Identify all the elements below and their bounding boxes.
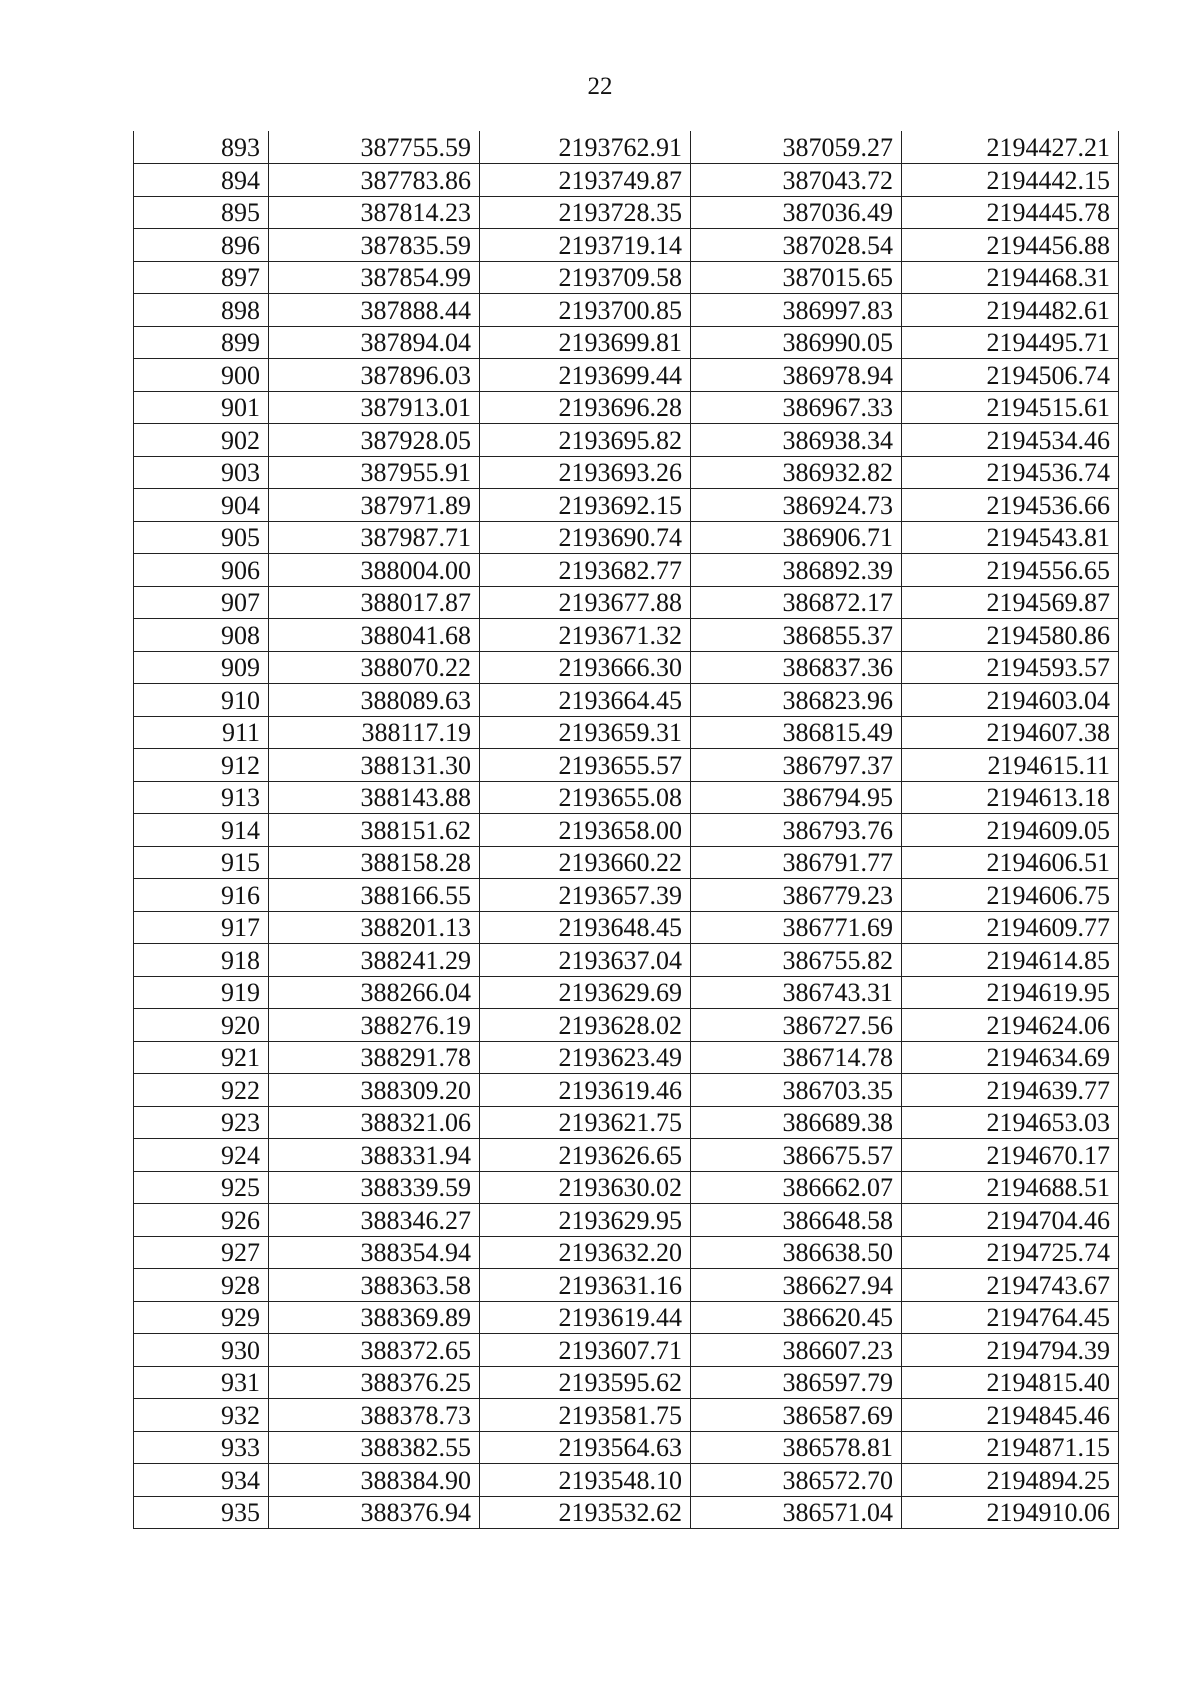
table-row xyxy=(134,976,1119,1009)
y1-cell: 2193709.58 xyxy=(480,261,691,294)
x1-cell: 388369.89 xyxy=(269,1301,480,1334)
point-number-cell: 931 xyxy=(134,1366,269,1399)
x1-cell: 387928.05 xyxy=(269,424,480,457)
x1-cell: 388017.87 xyxy=(269,586,480,619)
table-row xyxy=(134,164,1119,197)
point-number-cell: 913 xyxy=(134,781,269,814)
table-row xyxy=(134,1009,1119,1042)
y1-cell: 2193677.88 xyxy=(480,586,691,619)
y2-cell: 2194609.77 xyxy=(902,911,1119,944)
point-number-cell: 929 xyxy=(134,1301,269,1334)
x1-cell: 387894.04 xyxy=(269,326,480,359)
x1-cell: 387854.99 xyxy=(269,261,480,294)
y1-cell: 2193532.62 xyxy=(480,1496,691,1529)
x1-cell: 387835.59 xyxy=(269,229,480,262)
table-row xyxy=(134,781,1119,814)
y2-cell: 2194556.65 xyxy=(902,554,1119,587)
table-row xyxy=(134,1431,1119,1464)
x2-cell: 386938.34 xyxy=(691,424,902,457)
y2-cell: 2194910.06 xyxy=(902,1496,1119,1529)
y2-cell: 2194427.21 xyxy=(902,131,1119,164)
point-number-cell: 920 xyxy=(134,1009,269,1042)
x2-cell: 386727.56 xyxy=(691,1009,902,1042)
y2-cell: 2194515.61 xyxy=(902,391,1119,424)
x1-cell: 388339.59 xyxy=(269,1171,480,1204)
x2-cell: 386587.69 xyxy=(691,1399,902,1432)
y1-cell: 2193655.08 xyxy=(480,781,691,814)
x1-cell: 388378.73 xyxy=(269,1399,480,1432)
point-number-cell: 894 xyxy=(134,164,269,197)
point-number-cell: 925 xyxy=(134,1171,269,1204)
y1-cell: 2193595.62 xyxy=(480,1366,691,1399)
table-row xyxy=(134,1464,1119,1497)
point-number-cell: 899 xyxy=(134,326,269,359)
x1-cell: 388070.22 xyxy=(269,651,480,684)
x2-cell: 386794.95 xyxy=(691,781,902,814)
x2-cell: 386793.76 xyxy=(691,814,902,847)
y1-cell: 2193696.28 xyxy=(480,391,691,424)
point-number-cell: 900 xyxy=(134,359,269,392)
point-number-cell: 897 xyxy=(134,261,269,294)
x1-cell: 387913.01 xyxy=(269,391,480,424)
table-row xyxy=(134,424,1119,457)
table-row xyxy=(134,261,1119,294)
table-row xyxy=(134,1106,1119,1139)
y1-cell: 2193700.85 xyxy=(480,294,691,327)
table-row xyxy=(134,326,1119,359)
x1-cell: 388321.06 xyxy=(269,1106,480,1139)
y1-cell: 2193749.87 xyxy=(480,164,691,197)
y2-cell: 2194442.15 xyxy=(902,164,1119,197)
y2-cell: 2194624.06 xyxy=(902,1009,1119,1042)
x2-cell: 386872.17 xyxy=(691,586,902,619)
y2-cell: 2194606.75 xyxy=(902,879,1119,912)
table-row xyxy=(134,456,1119,489)
point-number-cell: 896 xyxy=(134,229,269,262)
y2-cell: 2194606.51 xyxy=(902,846,1119,879)
y1-cell: 2193666.30 xyxy=(480,651,691,684)
y2-cell: 2194607.38 xyxy=(902,716,1119,749)
x1-cell: 388331.94 xyxy=(269,1139,480,1172)
x1-cell: 388376.94 xyxy=(269,1496,480,1529)
table-row xyxy=(134,1366,1119,1399)
y1-cell: 2193629.69 xyxy=(480,976,691,1009)
x1-cell: 388384.90 xyxy=(269,1464,480,1497)
x2-cell: 386571.04 xyxy=(691,1496,902,1529)
point-number-cell: 909 xyxy=(134,651,269,684)
x1-cell: 387955.91 xyxy=(269,456,480,489)
x1-cell: 387971.89 xyxy=(269,489,480,522)
x2-cell: 387036.49 xyxy=(691,196,902,229)
y1-cell: 2193719.14 xyxy=(480,229,691,262)
coordinates-table-body xyxy=(134,131,1119,1529)
y2-cell: 2194613.18 xyxy=(902,781,1119,814)
y2-cell: 2194653.03 xyxy=(902,1106,1119,1139)
y1-cell: 2193626.65 xyxy=(480,1139,691,1172)
y1-cell: 2193629.95 xyxy=(480,1204,691,1237)
x2-cell: 386620.45 xyxy=(691,1301,902,1334)
y1-cell: 2193690.74 xyxy=(480,521,691,554)
x2-cell: 386597.79 xyxy=(691,1366,902,1399)
table-row xyxy=(134,131,1119,164)
y2-cell: 2194688.51 xyxy=(902,1171,1119,1204)
x2-cell: 386837.36 xyxy=(691,651,902,684)
point-number-cell: 893 xyxy=(134,131,269,164)
y2-cell: 2194603.04 xyxy=(902,684,1119,717)
y1-cell: 2193655.57 xyxy=(480,749,691,782)
y1-cell: 2193619.44 xyxy=(480,1301,691,1334)
y2-cell: 2194794.39 xyxy=(902,1334,1119,1367)
point-number-cell: 917 xyxy=(134,911,269,944)
table-row xyxy=(134,944,1119,977)
y1-cell: 2193660.22 xyxy=(480,846,691,879)
x1-cell: 387987.71 xyxy=(269,521,480,554)
point-number-cell: 902 xyxy=(134,424,269,457)
y1-cell: 2193682.77 xyxy=(480,554,691,587)
y1-cell: 2193657.39 xyxy=(480,879,691,912)
x1-cell: 388376.25 xyxy=(269,1366,480,1399)
y1-cell: 2193581.75 xyxy=(480,1399,691,1432)
point-number-cell: 901 xyxy=(134,391,269,424)
x2-cell: 386797.37 xyxy=(691,749,902,782)
x2-cell: 386714.78 xyxy=(691,1041,902,1074)
x2-cell: 386675.57 xyxy=(691,1139,902,1172)
point-number-cell: 911 xyxy=(134,716,269,749)
x1-cell: 387888.44 xyxy=(269,294,480,327)
point-number-cell: 907 xyxy=(134,586,269,619)
y2-cell: 2194670.17 xyxy=(902,1139,1119,1172)
point-number-cell: 914 xyxy=(134,814,269,847)
y2-cell: 2194495.71 xyxy=(902,326,1119,359)
x1-cell: 388004.00 xyxy=(269,554,480,587)
y1-cell: 2193631.16 xyxy=(480,1269,691,1302)
table-row xyxy=(134,521,1119,554)
point-number-cell: 935 xyxy=(134,1496,269,1529)
point-number-cell: 921 xyxy=(134,1041,269,1074)
y2-cell: 2194639.77 xyxy=(902,1074,1119,1107)
y2-cell: 2194704.46 xyxy=(902,1204,1119,1237)
y1-cell: 2193693.26 xyxy=(480,456,691,489)
y2-cell: 2194845.46 xyxy=(902,1399,1119,1432)
x2-cell: 386638.50 xyxy=(691,1236,902,1269)
y2-cell: 2194445.78 xyxy=(902,196,1119,229)
table-row xyxy=(134,1171,1119,1204)
y2-cell: 2194764.45 xyxy=(902,1301,1119,1334)
table-row xyxy=(134,359,1119,392)
x1-cell: 388291.78 xyxy=(269,1041,480,1074)
point-number-cell: 898 xyxy=(134,294,269,327)
x2-cell: 386779.23 xyxy=(691,879,902,912)
table-row xyxy=(134,1041,1119,1074)
y2-cell: 2194871.15 xyxy=(902,1431,1119,1464)
table-row xyxy=(134,1204,1119,1237)
point-number-cell: 928 xyxy=(134,1269,269,1302)
x2-cell: 386978.94 xyxy=(691,359,902,392)
point-number-cell: 908 xyxy=(134,619,269,652)
table-row xyxy=(134,294,1119,327)
point-number-cell: 915 xyxy=(134,846,269,879)
y2-cell: 2194482.61 xyxy=(902,294,1119,327)
y2-cell: 2194609.05 xyxy=(902,814,1119,847)
point-number-cell: 910 xyxy=(134,684,269,717)
table-row xyxy=(134,1496,1119,1529)
y2-cell: 2194580.86 xyxy=(902,619,1119,652)
x1-cell: 387814.23 xyxy=(269,196,480,229)
x1-cell: 388276.19 xyxy=(269,1009,480,1042)
y2-cell: 2194614.85 xyxy=(902,944,1119,977)
point-number-cell: 932 xyxy=(134,1399,269,1432)
coordinates-table xyxy=(133,131,1119,1529)
x2-cell: 386771.69 xyxy=(691,911,902,944)
x1-cell: 388354.94 xyxy=(269,1236,480,1269)
x2-cell: 386932.82 xyxy=(691,456,902,489)
table-row xyxy=(134,749,1119,782)
y2-cell: 2194743.67 xyxy=(902,1269,1119,1302)
x1-cell: 387896.03 xyxy=(269,359,480,392)
table-row xyxy=(134,684,1119,717)
y2-cell: 2194569.87 xyxy=(902,586,1119,619)
y2-cell: 2194506.74 xyxy=(902,359,1119,392)
point-number-cell: 924 xyxy=(134,1139,269,1172)
y1-cell: 2193695.82 xyxy=(480,424,691,457)
table-row xyxy=(134,879,1119,912)
x2-cell: 386578.81 xyxy=(691,1431,902,1464)
y2-cell: 2194615.11 xyxy=(902,749,1119,782)
x2-cell: 386906.71 xyxy=(691,521,902,554)
table-row xyxy=(134,911,1119,944)
table-row xyxy=(134,1269,1119,1302)
y1-cell: 2193762.91 xyxy=(480,131,691,164)
x2-cell: 386689.38 xyxy=(691,1106,902,1139)
table-row xyxy=(134,651,1119,684)
x2-cell: 387015.65 xyxy=(691,261,902,294)
y2-cell: 2194536.74 xyxy=(902,456,1119,489)
point-number-cell: 912 xyxy=(134,749,269,782)
table-row xyxy=(134,554,1119,587)
y2-cell: 2194894.25 xyxy=(902,1464,1119,1497)
table-row xyxy=(134,1399,1119,1432)
table-row xyxy=(134,229,1119,262)
table-row xyxy=(134,1301,1119,1334)
x2-cell: 386997.83 xyxy=(691,294,902,327)
x1-cell: 388151.62 xyxy=(269,814,480,847)
point-number-cell: 930 xyxy=(134,1334,269,1367)
y1-cell: 2193619.46 xyxy=(480,1074,691,1107)
y1-cell: 2193728.35 xyxy=(480,196,691,229)
y1-cell: 2193621.75 xyxy=(480,1106,691,1139)
y1-cell: 2193632.20 xyxy=(480,1236,691,1269)
y1-cell: 2193648.45 xyxy=(480,911,691,944)
y1-cell: 2193607.71 xyxy=(480,1334,691,1367)
point-number-cell: 905 xyxy=(134,521,269,554)
x2-cell: 387028.54 xyxy=(691,229,902,262)
y1-cell: 2193659.31 xyxy=(480,716,691,749)
table-row xyxy=(134,391,1119,424)
y1-cell: 2193564.63 xyxy=(480,1431,691,1464)
x1-cell: 388143.88 xyxy=(269,781,480,814)
table-row xyxy=(134,716,1119,749)
y1-cell: 2193658.00 xyxy=(480,814,691,847)
x1-cell: 388201.13 xyxy=(269,911,480,944)
y1-cell: 2193630.02 xyxy=(480,1171,691,1204)
table-row xyxy=(134,846,1119,879)
x2-cell: 387043.72 xyxy=(691,164,902,197)
x2-cell: 386755.82 xyxy=(691,944,902,977)
point-number-cell: 926 xyxy=(134,1204,269,1237)
table-row xyxy=(134,619,1119,652)
x1-cell: 388166.55 xyxy=(269,879,480,912)
y2-cell: 2194725.74 xyxy=(902,1236,1119,1269)
point-number-cell: 923 xyxy=(134,1106,269,1139)
x1-cell: 388266.04 xyxy=(269,976,480,1009)
y2-cell: 2194593.57 xyxy=(902,651,1119,684)
x2-cell: 386703.35 xyxy=(691,1074,902,1107)
point-number-cell: 919 xyxy=(134,976,269,1009)
x1-cell: 388382.55 xyxy=(269,1431,480,1464)
y1-cell: 2193692.15 xyxy=(480,489,691,522)
x1-cell: 388131.30 xyxy=(269,749,480,782)
x1-cell: 387755.59 xyxy=(269,131,480,164)
table-row xyxy=(134,1139,1119,1172)
table-row xyxy=(134,1334,1119,1367)
x2-cell: 386855.37 xyxy=(691,619,902,652)
point-number-cell: 933 xyxy=(134,1431,269,1464)
x1-cell: 388372.65 xyxy=(269,1334,480,1367)
x1-cell: 388117.19 xyxy=(269,716,480,749)
table-row xyxy=(134,196,1119,229)
y1-cell: 2193623.49 xyxy=(480,1041,691,1074)
x2-cell: 386815.49 xyxy=(691,716,902,749)
y2-cell: 2194536.66 xyxy=(902,489,1119,522)
point-number-cell: 922 xyxy=(134,1074,269,1107)
x2-cell: 386572.70 xyxy=(691,1464,902,1497)
x1-cell: 388089.63 xyxy=(269,684,480,717)
y2-cell: 2194619.95 xyxy=(902,976,1119,1009)
point-number-cell: 918 xyxy=(134,944,269,977)
point-number-cell: 927 xyxy=(134,1236,269,1269)
x2-cell: 386648.58 xyxy=(691,1204,902,1237)
x1-cell: 387783.86 xyxy=(269,164,480,197)
x2-cell: 386924.73 xyxy=(691,489,902,522)
x1-cell: 388363.58 xyxy=(269,1269,480,1302)
point-number-cell: 916 xyxy=(134,879,269,912)
y1-cell: 2193637.04 xyxy=(480,944,691,977)
x1-cell: 388309.20 xyxy=(269,1074,480,1107)
x1-cell: 388241.29 xyxy=(269,944,480,977)
x2-cell: 386743.31 xyxy=(691,976,902,1009)
x2-cell: 386892.39 xyxy=(691,554,902,587)
y1-cell: 2193671.32 xyxy=(480,619,691,652)
point-number-cell: 895 xyxy=(134,196,269,229)
table-row xyxy=(134,586,1119,619)
y1-cell: 2193699.44 xyxy=(480,359,691,392)
y2-cell: 2194543.81 xyxy=(902,521,1119,554)
table-row xyxy=(134,814,1119,847)
point-number-cell: 906 xyxy=(134,554,269,587)
y2-cell: 2194634.69 xyxy=(902,1041,1119,1074)
x2-cell: 386823.96 xyxy=(691,684,902,717)
page-number: 22 xyxy=(587,73,613,100)
x2-cell: 386990.05 xyxy=(691,326,902,359)
y2-cell: 2194456.88 xyxy=(902,229,1119,262)
x1-cell: 388346.27 xyxy=(269,1204,480,1237)
point-number-cell: 904 xyxy=(134,489,269,522)
y2-cell: 2194815.40 xyxy=(902,1366,1119,1399)
table-row xyxy=(134,1074,1119,1107)
x1-cell: 388041.68 xyxy=(269,619,480,652)
x2-cell: 386607.23 xyxy=(691,1334,902,1367)
x2-cell: 386791.77 xyxy=(691,846,902,879)
x1-cell: 388158.28 xyxy=(269,846,480,879)
y1-cell: 2193699.81 xyxy=(480,326,691,359)
x2-cell: 386967.33 xyxy=(691,391,902,424)
y2-cell: 2194468.31 xyxy=(902,261,1119,294)
point-number-cell: 903 xyxy=(134,456,269,489)
x2-cell: 387059.27 xyxy=(691,131,902,164)
y2-cell: 2194534.46 xyxy=(902,424,1119,457)
y1-cell: 2193548.10 xyxy=(480,1464,691,1497)
table-row xyxy=(134,1236,1119,1269)
y1-cell: 2193664.45 xyxy=(480,684,691,717)
x2-cell: 386627.94 xyxy=(691,1269,902,1302)
point-number-cell: 934 xyxy=(134,1464,269,1497)
y1-cell: 2193628.02 xyxy=(480,1009,691,1042)
x2-cell: 386662.07 xyxy=(691,1171,902,1204)
table-row xyxy=(134,489,1119,522)
